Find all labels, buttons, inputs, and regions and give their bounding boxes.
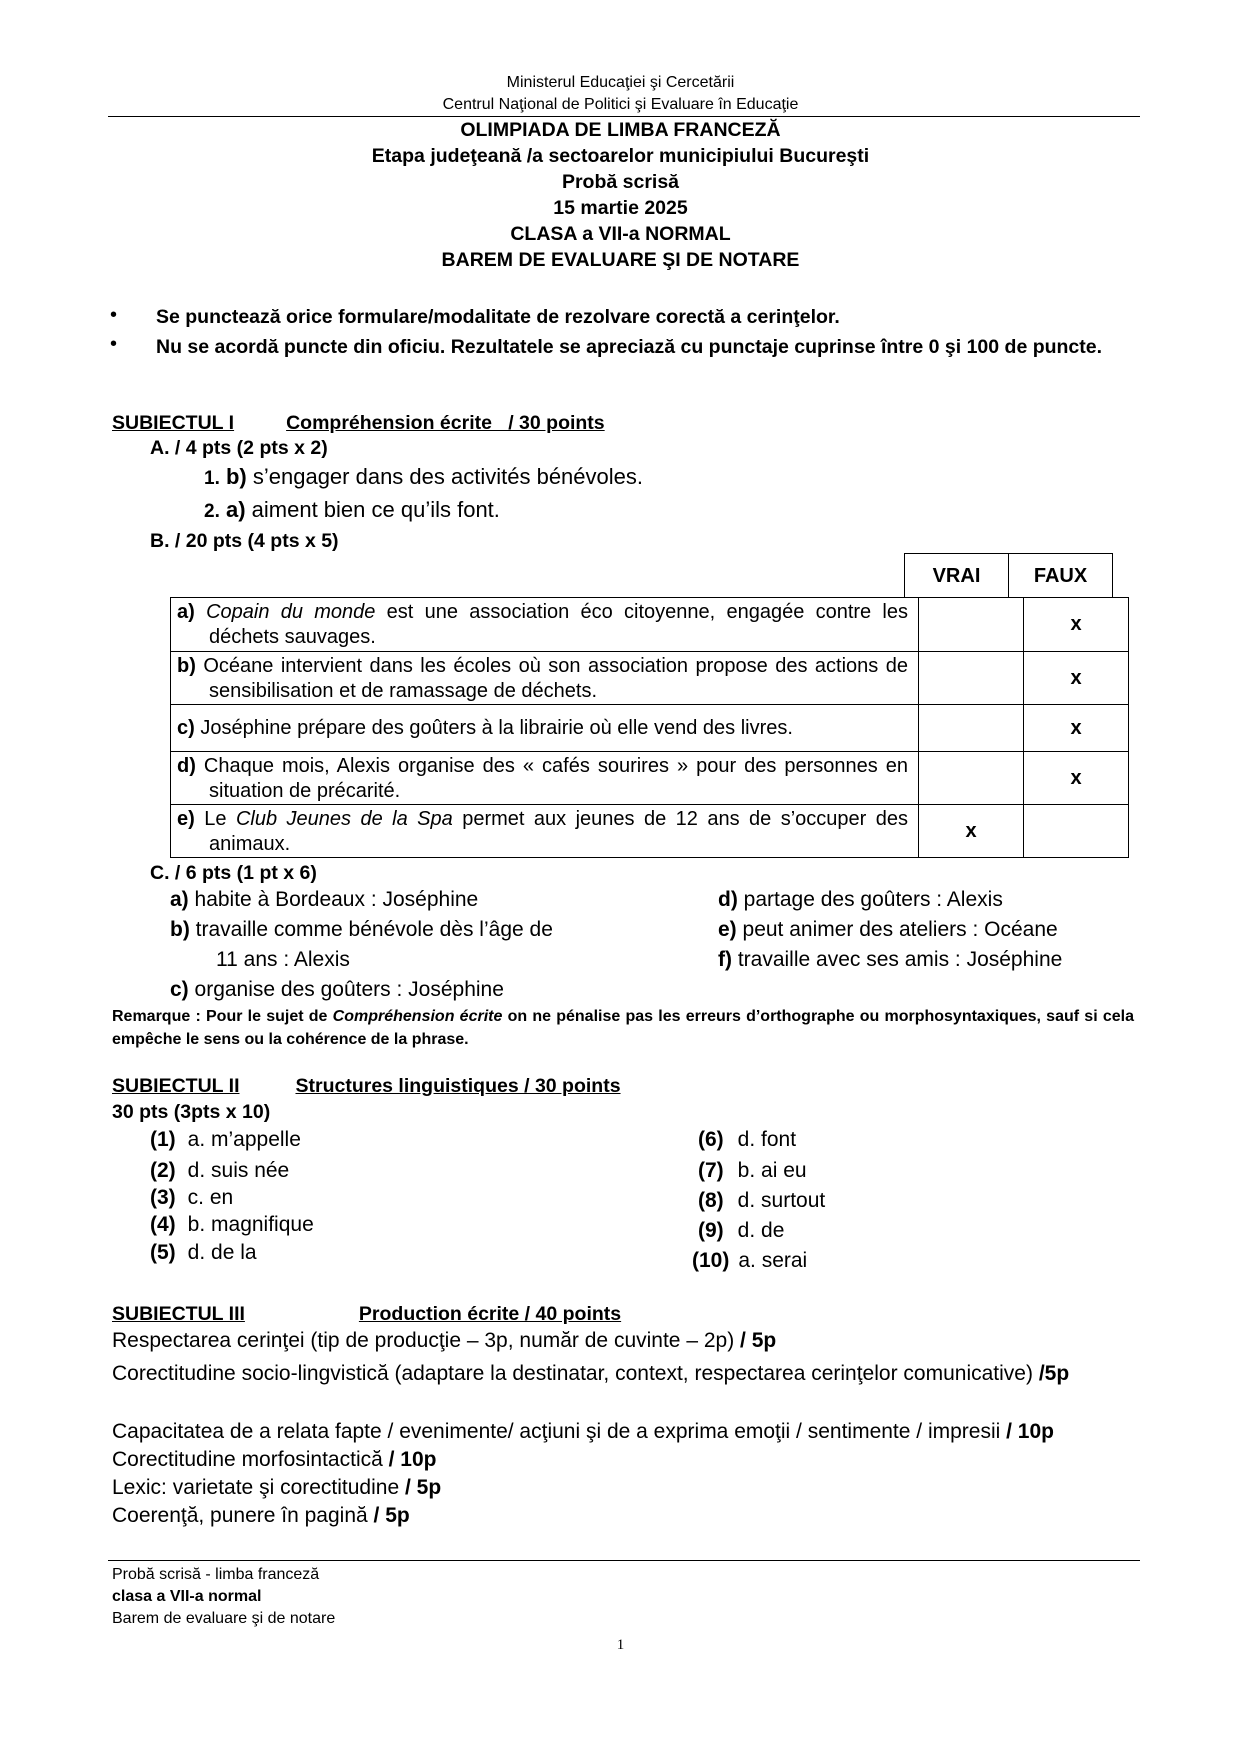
footer-line-1: Probă scrisă - limba franceză [112,1566,320,1583]
c-item-e: e) peut animer des ateliers : Océane [718,918,1058,941]
c-item-d: d) partage des goûters : Alexis [718,888,1003,911]
subject-3-title: Production écrite / 40 points [358,1303,622,1325]
s2-answer-10: (10) a. serai [692,1249,808,1272]
c-item-b-cont: 11 ans : Alexis [216,948,350,971]
s2-answer-6: (6) d. font [698,1128,797,1151]
bullet-marker: • [110,333,118,355]
c-item-f: f) travaille avec ses amis : Joséphine [718,948,1063,971]
subject-2-heading [112,1075,697,1098]
criterion-5: Lexic: varietate şi corectitudine / 5p [112,1476,442,1499]
answer-a2-key: a) [225,497,246,522]
doc-stage: Etapa judeţeană /a sectoarelor municipiului Bucureşti [371,145,870,167]
doc-class: CLASA a VII-a NORMAL [510,223,731,245]
table-row [171,805,1129,858]
header-rule [108,116,1140,117]
subject-2-title: Structures linguistiques / 30 points [295,1075,621,1097]
bullet-marker: • [110,304,118,326]
s2-answer-5: (5) d. de la [150,1241,257,1264]
faux-cell [1024,805,1129,858]
table-row [171,598,1129,652]
answer-a1 [204,464,643,490]
criterion-3: Capacitatea de a relata fapte / evenimente/ acţiuni şi de a exprima emoţii / sentimente / impresii / 10p [112,1420,1054,1443]
c-item-a: a) habite à Bordeaux : Joséphine [170,888,479,911]
answer-a1-key: b) [225,464,247,489]
page-number: 1 [616,1637,625,1653]
col-faux: FAUX [1033,564,1088,587]
doc-exam-type: Probă scrisă [561,171,680,193]
criterion-6: Coerenţă, punere în pagină / 5p [112,1504,410,1527]
col-vrai: VRAI [905,554,1009,598]
statement-cell: d) Chaque mois, Alexis organise des « cafés sourires » pour des personnes en situation de précarité. [171,752,919,805]
footer-line-3: Barem de evaluare şi de notare [112,1610,336,1627]
true-false-table [170,597,1129,858]
criterion-1: Respectarea cerinţei (tip de producţie – 3p, număr de cuvinte – 2p) / 5p [112,1329,777,1352]
subject-2-points: 30 pts (3pts x 10) [112,1101,271,1123]
statement-cell: e) Le Club Jeunes de la Spa permet aux jeunes de 12 ans de s’occuper des animaux. [171,805,919,858]
answer-a1-number: 1. [204,468,220,489]
table-row [171,705,1129,752]
center-name: Centrul Naţional de Politici şi Evaluare în Educaţie [442,96,799,113]
faux-cell: x [1024,752,1129,805]
footer-line-2: clasa a VII-a normal [112,1588,262,1605]
subject-2-label: SUBIECTUL II [112,1075,240,1097]
faux-cell: x [1024,598,1129,652]
vrai-cell [919,705,1024,752]
table-row [171,652,1129,705]
doc-subtitle: BAREM DE EVALUARE ŞI DE NOTARE [441,249,800,271]
bullet-1: Se punctează orice formulare/modalitate de rezolvare corectă a cerinţelor. [156,306,840,328]
subject-3-label: SUBIECTUL III [112,1303,245,1325]
s2-answer-7: (7) b. ai eu [698,1159,807,1182]
criterion-4: Corectitudine morfosintactică / 10p [112,1448,437,1471]
subject-1-title: Compréhension écrite / 30 points [286,412,605,434]
section-a-heading: A. / 4 pts (2 pts x 2) [150,437,328,459]
c-item-c: c) organise des goûters : Joséphine [170,978,504,1001]
c-item-b: b) travaille comme bénévole dès l’âge de [170,918,553,941]
s2-answer-1: (1) a. m’appelle [150,1128,301,1151]
table-row [171,752,1129,805]
s2-answer-9: (9) d. de [698,1219,785,1242]
doc-title: OLIMPIADA DE LIMBA FRANCEZĂ [460,119,781,141]
section-b-heading: B. / 20 pts (4 pts x 5) [150,530,339,552]
answer-a2-number: 2. [204,501,220,522]
ministry-name: Ministerul Educaţiei şi Cercetării [506,74,735,91]
faux-cell: x [1024,652,1129,705]
vf-table-header [904,553,1113,598]
vrai-cell: x [919,805,1024,858]
faux-cell: x [1024,705,1129,752]
subject-3-heading [112,1303,687,1326]
subject-1-heading [112,412,686,435]
answer-a1-text: s’engager dans des activités bénévoles. [246,464,643,489]
statement-cell: c) Joséphine prépare des goûters à la librairie où elle vend des livres. [171,705,919,752]
doc-date: 15 martie 2025 [553,197,688,219]
s2-answer-8: (8) d. surtout [698,1189,826,1212]
statement-cell: a) Copain du monde est une association éco citoyenne, engagée contre les déchets sauvages. [171,598,919,652]
s2-answer-3: (3) c. en [150,1186,234,1209]
vrai-cell [919,652,1024,705]
section-c-heading: C. / 6 pts (1 pt x 6) [150,862,317,884]
answer-a2 [204,497,500,523]
remark-note: Remarque : Pour le sujet de Compréhension écrite on ne pénalise pas les erreurs d’orthographe ou morphosyntaxiques, sauf si cela empêche le sens ou la cohérence de la phrase. [112,1008,1134,1048]
vrai-cell [919,752,1024,805]
s2-answer-2: (2) d. suis née [150,1159,290,1182]
subject-1-label: SUBIECTUL I [112,412,235,434]
footer-rule [108,1560,1140,1561]
s2-answer-4: (4) b. magnifique [150,1213,314,1236]
statement-cell: b) Océane intervient dans les écoles où son association propose des actions de sensibilisation et de ramassage de déchets. [171,652,919,705]
answer-a2-text: aiment bien ce qu’ils font. [245,497,500,522]
criterion-2: Corectitudine socio-lingvistică (adaptare la destinatar, context, respectarea cerinţelor comunicative) /5p [112,1362,1070,1385]
vrai-cell [919,598,1024,652]
bullet-2: Nu se acordă puncte din oficiu. Rezultatele se apreciază cu punctaje cuprinse între 0 şi 100 de puncte. [156,336,1103,358]
